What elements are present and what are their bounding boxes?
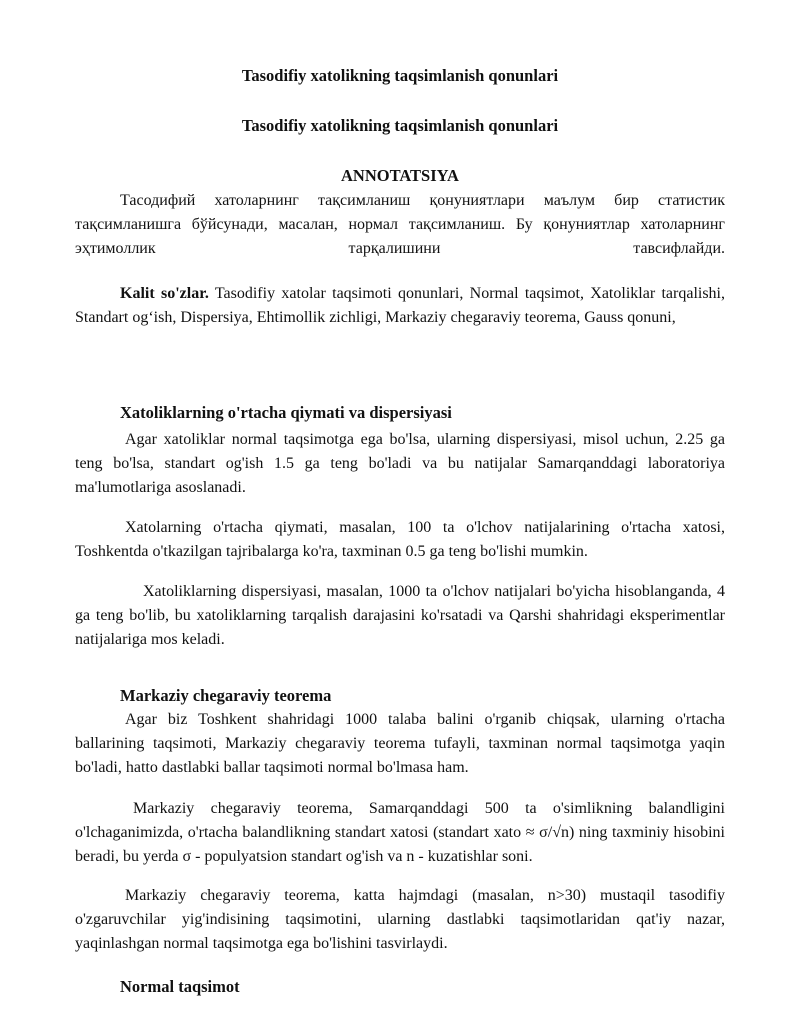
keywords-label: Kalit so'zlar. bbox=[120, 285, 209, 302]
keywords-text: Tasodifiy xatolar taqsimoti qonunlari, Normal taqsimot, Xatoliklar tarqalishi, Standart og‘ish, Dispersiya, Ehtimollik zichligi, Markaziy chegaraviy teorema, Gauss qonuni, bbox=[75, 285, 726, 326]
section2-paragraph-3: Markaziy chegaraviy teorema, katta hajmdagi (masalan, n>30) mustaqil tasodifiy o'zgaruvchilar yig'indisining taqsimotini, ularning dastlabki taqsimotlaridan qat'iy nazar, yaqinlashgan normal taqsimotga ega bo'lishini tasvirlaydi. bbox=[75, 887, 725, 952]
section1-paragraph-1: Agar xatoliklar normal taqsimotga ega bo'lsa, ularning dispersiyasi, misol uchun, 2.25 ga teng bo'lsa, standart og'ish 1.5 ga teng bo'ladi va bu natijalar Samarqanddagi laboratoriya ma'lumotlariga asoslanadi. bbox=[75, 431, 725, 496]
section2-paragraph-2: Markaziy chegaraviy teorema, Samarqanddagi 500 ta o'simlikning balandligini o'lchaganimizda, o'rtacha balandlikning standart xatosi (standart xato ≈ σ/√n) ning taxminiy hisobini beradi, bu yerda σ - populyatsion standart og'ish va n - kuzatishlar soni. bbox=[75, 800, 725, 865]
section-heading-normal-distribution: Normal taqsimot bbox=[120, 977, 240, 996]
annotation-heading: ANNOTATSIYA bbox=[341, 166, 459, 185]
keywords-paragraph bbox=[75, 282, 725, 330]
section1-paragraph-2: Xatolarning o'rtacha qiymati, masalan, 100 ta o'lchov natijalarining o'rtacha xatosi, Toshkentda o'tkazilgan tajribalarga ko'ra, taxminan 0.5 ga teng bo'lishi mumkin. bbox=[75, 519, 725, 560]
annotation-paragraph: Тасодифий хатоларнинг тақсимланиш қонуниятлари маълум бир статистик тақсимланишга бўйсунади, масалан, нормал тақсимланиш. Бу қонуниятлар хатоларнинг эҳтимоллик тарқалишини тавсифлайди. bbox=[75, 192, 725, 257]
section2-paragraph-1: Agar biz Toshkent shahridagi 1000 talaba balini o'rganib chiqsak, ularning o'rtacha ballarining taqsimoti, Markaziy chegaraviy teorema tufayli, taxminan normal taqsimotga yaqin bo'ladi, hatto dastlabki ballar taqsimoti normal bo'lmasa ham. bbox=[75, 711, 725, 776]
section-heading-central-limit-theorem: Markaziy chegaraviy teorema bbox=[120, 686, 332, 705]
section1-paragraph-3: Xatoliklarning dispersiyasi, masalan, 1000 ta o'lchov natijalari bo'yicha hisoblanganda, 4 ga teng bo'lib, bu xatoliklarning tarqalish darajasini ko'rsatadi va Qarshi shahridagi eksperimentlar natijalariga mos keladi. bbox=[75, 583, 725, 648]
document-subtitle: Tasodifiy xatolikning taqsimlanish qonunlari bbox=[241, 116, 559, 135]
section-heading-error-mean-variance: Xatoliklarning o'rtacha qiymati va dispersiyasi bbox=[120, 403, 452, 422]
document-title: Tasodifiy xatolikning taqsimlanish qonunlari bbox=[241, 66, 559, 85]
